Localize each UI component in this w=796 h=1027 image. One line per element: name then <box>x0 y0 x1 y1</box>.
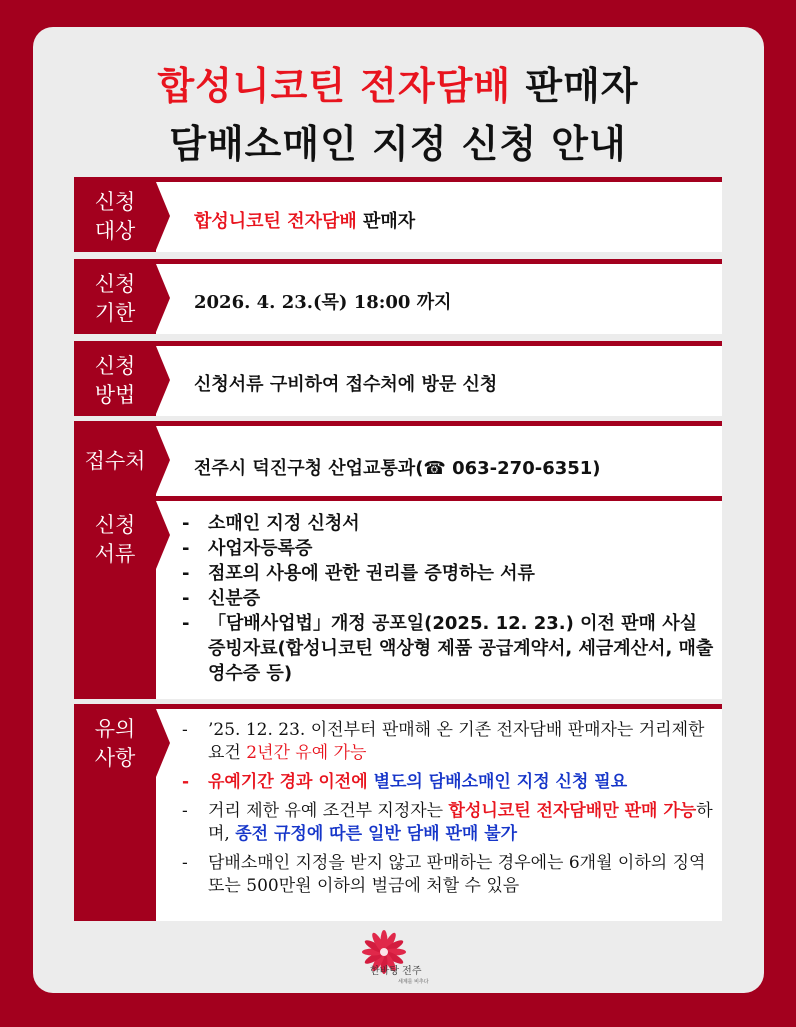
list-item: - 유예기간 경과 이전에 별도의 담배소매인 지정 신청 필요 <box>182 771 714 794</box>
list-item: - ’25. 12. 23. 이전부터 판매해 온 기존 전자담배 판매자는 거리제한 요건 2년간 유예 가능 <box>182 719 714 765</box>
method-row <box>74 341 722 416</box>
label-arrow <box>156 709 170 777</box>
deadline-value: 2026. 4. 23.(목) 18:00 까지 <box>194 292 452 313</box>
label-arrow <box>156 346 170 414</box>
deadline-label: 신청 기한 <box>74 264 156 334</box>
page-subtitle: 담배소매인 지정 신청 안내 <box>169 122 627 166</box>
documents-list <box>182 511 714 686</box>
target-row <box>74 177 722 252</box>
list-item: - 점포의 사용에 관한 권리를 증명하는 서류 <box>182 561 714 586</box>
method-label: 신청 방법 <box>74 346 156 416</box>
method-value: 신청서류 구비하여 접수처에 방문 신청 <box>194 374 498 395</box>
label-arrow <box>156 426 170 494</box>
label-arrow <box>156 501 170 569</box>
deadline-row <box>74 259 722 334</box>
list-item: - 소매인 지정 신청서 <box>182 511 714 536</box>
list-item: - 담배소매인 지정을 받지 않고 판매하는 경우에는 6개월 이하의 징역 또는 500만원 이하의 벌금에 처할 수 있음 <box>182 852 714 898</box>
documents-row <box>74 496 722 699</box>
logo-subtext: 세계를 비추다 <box>398 979 429 985</box>
list-item: - 사업자등록증 <box>182 536 714 561</box>
list-item: - 「담배사업법」개정 공포일(2025. 12. 23.) 이전 판매 사실 증빙자료(합성니코틴 액상형 제품 공급계약서, 세금계산서, 매출 영수증 등) <box>182 611 714 686</box>
office-value: 전주시 덕진구청 산업교통과(☎ 063-270-6351) <box>194 458 601 479</box>
flower-logo-icon <box>360 928 438 986</box>
phone-icon: ☎ <box>423 458 446 479</box>
label-arrow <box>156 264 170 332</box>
office-row <box>74 421 722 496</box>
notes-list <box>182 719 714 904</box>
label-arrow <box>156 182 170 250</box>
target-value: 합성니코틴 전자담배 판매자 <box>194 211 416 232</box>
office-label: 접수처 <box>74 426 156 496</box>
page-title: 합성니코틴 전자담배 판매자 <box>157 64 639 108</box>
documents-label: 신청 서류 <box>74 501 156 699</box>
notes-row <box>74 704 722 921</box>
target-label: 신청 대상 <box>74 182 156 252</box>
notes-label: 유의 사항 <box>74 709 156 921</box>
list-item: - 신분증 <box>182 586 714 611</box>
logo-text: 한바탕 전주 <box>370 966 422 977</box>
list-item: - 거리 제한 유예 조건부 지정자는 합성니코틴 전자담배만 판매 가능하며, 종전 규정에 따른 일반 담배 판매 불가 <box>182 800 714 846</box>
